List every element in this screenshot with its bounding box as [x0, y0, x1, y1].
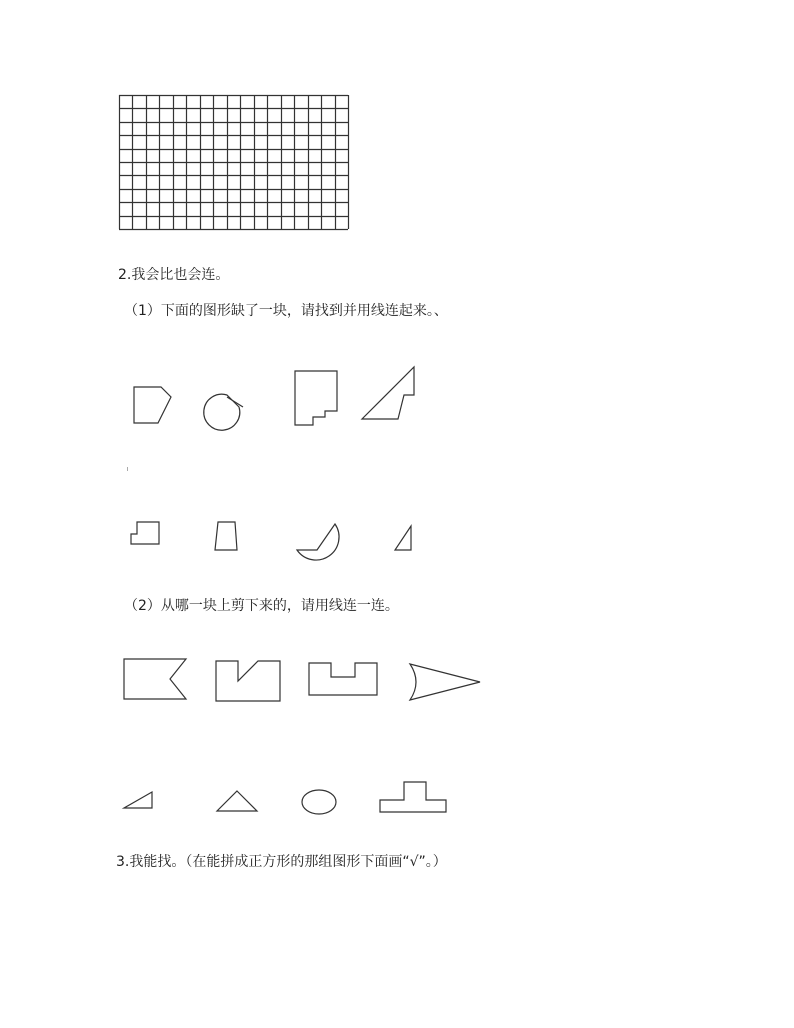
question-2-heading: 2.我会比也会连。: [118, 267, 230, 283]
stray-mark: [127, 467, 128, 471]
ellipse-shape: [300, 788, 340, 818]
question-2-part-1-prompt: （1）下面的图形缺了一块，请找到并用线连起来。、: [124, 303, 448, 319]
arc-base-triangle-shape: [404, 662, 484, 702]
step-shape: [129, 520, 161, 548]
rectangle-with-notch-shape: [122, 657, 190, 703]
pentagon-cut-shape: [134, 385, 174, 425]
grid-paper: [119, 95, 351, 231]
rectangle-with-triangle-cut-shape: [214, 659, 284, 705]
notched-right-triangle-shape: [360, 365, 418, 421]
t-shape: [378, 780, 450, 816]
small-triangle-shape: [393, 524, 415, 552]
trapezoid-shape: [213, 520, 239, 552]
question-2-part-2-prompt: （2）从哪一块上剪下来的，请用线连一连。: [124, 598, 399, 614]
circle-missing-sector-shape: [207, 387, 253, 427]
question-3-heading: 3.我能找。（在能拼成正方形的那组图形下面画“√”。）: [116, 854, 447, 870]
small-right-triangle-shape: [122, 790, 156, 810]
u-shaped-rectangle-shape: [307, 661, 381, 699]
triangle-shape: [215, 789, 261, 815]
circle-sector-shape: [295, 520, 341, 560]
notched-rectangle-shape: [293, 369, 339, 427]
